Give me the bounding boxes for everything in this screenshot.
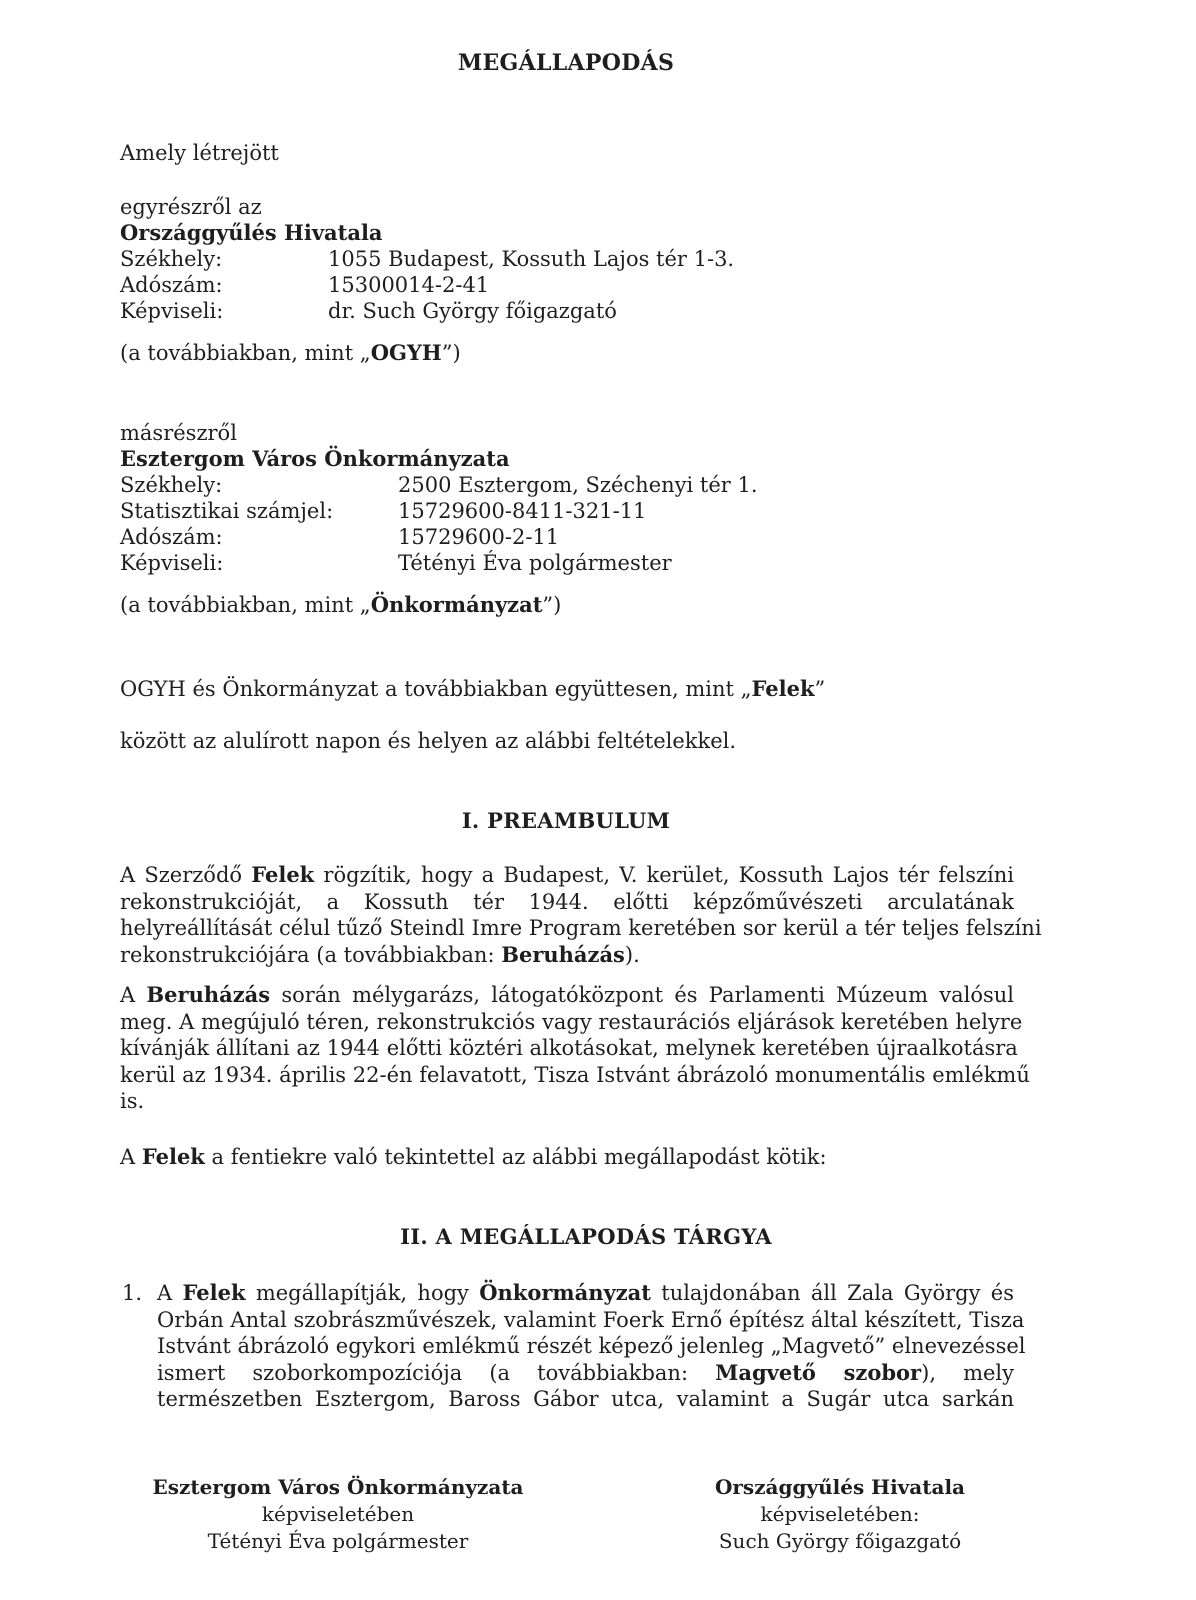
- field-value: 15729600-8411-321-11: [398, 499, 647, 523]
- text: A Szerződő: [120, 863, 252, 887]
- party1-prefix: egyrészről az: [120, 195, 262, 219]
- text: a fentiekre való tekintettel az alábbi megállapodást kötik:: [204, 1145, 827, 1169]
- para-line: [157, 1360, 1014, 1387]
- alias-pre: (a továbbiakban, mint „: [120, 593, 371, 617]
- alias-name: Önkormányzat: [370, 592, 543, 617]
- field-label: Képviseli:: [120, 551, 224, 575]
- bold-term: Felek: [141, 1144, 205, 1169]
- between-line: között az alulírott napon és helyen az alábbi feltételekkel.: [120, 729, 737, 753]
- intro-text: Amely létrejött: [120, 141, 279, 165]
- text: ).: [624, 942, 640, 967]
- para-line: Orbán Antal szobrászművészek, valamint Foerk Ernő építész által készített, Tisza: [157, 1307, 1025, 1332]
- alias-pre: (a továbbiakban, mint „: [120, 341, 371, 365]
- parties-pre: OGYH és Önkormányzat a továbbiakban együttesen, mint „: [120, 677, 752, 701]
- para-line: meg. A megújuló téren, rekonstrukciós vagy restaurációs eljárások keretében helyre: [120, 1009, 1023, 1034]
- parties-bold: Felek: [751, 676, 815, 701]
- text: A: [120, 1145, 142, 1169]
- para-line: Istvánt ábrázoló egykori emlékmű részét képező jelenleg „Magvető” elnevezéssel: [157, 1334, 1026, 1358]
- text: A: [157, 1281, 183, 1305]
- signature-org: Országgyűlés Hivatala: [714, 1475, 966, 1499]
- bold-term: Felek: [251, 862, 315, 887]
- alias-name: OGYH: [370, 340, 442, 365]
- party1-alias: [120, 340, 461, 366]
- bold-term: Önkormányzat: [479, 1280, 651, 1305]
- alias-post: ”): [542, 593, 562, 617]
- text: ismert szoborkompozíciója (a továbbiakban:: [157, 1360, 716, 1385]
- signature-role: képviseletében:: [760, 1502, 920, 1526]
- text: során mélygarázs, látogatóközpont és Parlamenti Múzeum valósul: [270, 983, 1014, 1007]
- bold-term: Beruházás: [501, 941, 625, 967]
- field-label: Székhely:: [120, 247, 223, 271]
- signature-person: Such György főigazgató: [718, 1529, 962, 1553]
- preamble-paragraph-2: [120, 982, 1030, 1115]
- para-line: is.: [120, 1089, 145, 1113]
- bold-term: Beruházás: [146, 982, 271, 1007]
- text: megállapítják, hogy: [245, 1281, 480, 1305]
- field-label: Adószám:: [120, 273, 223, 297]
- text: ), mely: [921, 1360, 1014, 1385]
- party2-alias: [120, 592, 561, 618]
- signature-person: Tétényi Éva polgármester: [207, 1529, 469, 1553]
- para-line: [120, 942, 1014, 969]
- section1-heading: I. PREAMBULUM: [461, 808, 671, 833]
- para-line: természetben Esztergom, Baross Gábor utca, valamint a Sugár utca sarkán: [157, 1387, 1014, 1411]
- field-label: Statisztikai számjel:: [120, 499, 334, 523]
- alias-post: ”): [441, 341, 461, 365]
- para-line: rekonstrukcióját, a Kossuth tér 1944. előtti képzőművészeti arculatának: [120, 889, 1014, 914]
- field-label: Képviseli:: [120, 299, 224, 323]
- parties-post: ”: [814, 677, 826, 701]
- preamble-paragraph-3: [120, 1144, 827, 1170]
- para-line: [120, 862, 1014, 889]
- para-line: [157, 1280, 1014, 1307]
- parties-line: [120, 676, 825, 702]
- item-number: 1.: [122, 1281, 143, 1305]
- para-line: kerül az 1934. április 22-én felavatott, Tisza Istvánt ábrázoló monumentális emlékmű: [120, 1062, 1030, 1087]
- signature-org: Esztergom Város Önkormányzata: [152, 1475, 524, 1499]
- signature-block-ogyh: [650, 1474, 1030, 1555]
- field-value: dr. Such György főigazgató: [328, 299, 617, 323]
- party2-prefix: másrészről: [120, 421, 237, 445]
- para-line: kívánják állítani az 1944 előtti köztéri alkotásokat, melynek keretében újraalkotásra: [120, 1036, 1018, 1060]
- text: rögzítik, hogy a Budapest, V. kerület, Kossuth Lajos tér felszíni: [314, 863, 1014, 887]
- text: rekonstrukciójára (a továbbiakban:: [120, 942, 502, 967]
- para-line: [120, 982, 1014, 1009]
- subject-item-1: [157, 1280, 1026, 1413]
- field-value: 1055 Budapest, Kossuth Lajos tér 1-3.: [328, 247, 735, 271]
- text: A: [120, 983, 147, 1007]
- document-title: MEGÁLLAPODÁS: [457, 50, 675, 76]
- field-label: Székhely:: [120, 473, 223, 497]
- field-value: 15300014-2-41: [328, 273, 490, 297]
- bold-term: Magvető szobor: [715, 1359, 922, 1385]
- preamble-paragraph-1: [120, 862, 1042, 968]
- field-label: Adószám:: [120, 525, 223, 549]
- field-value: 15729600-2-11: [398, 525, 560, 549]
- bold-term: Felek: [182, 1280, 246, 1305]
- field-value: 2500 Esztergom, Széchenyi tér 1.: [398, 473, 758, 497]
- signature-block-esztergom: [130, 1474, 546, 1555]
- section2-heading: II. A MEGÁLLAPODÁS TÁRGYA: [400, 1224, 772, 1249]
- party1-name: Országgyűlés Hivatala: [120, 220, 383, 245]
- text: tulajdonában áll Zala György és: [650, 1281, 1014, 1305]
- signature-role: képviseletében: [261, 1502, 415, 1526]
- para-line: helyreállítását célul tűző Steindl Imre Program keretében sor kerül a tér teljes felszíni: [120, 916, 1042, 940]
- party2-name: Esztergom Város Önkormányzata: [120, 446, 510, 471]
- field-value: Tétényi Éva polgármester: [398, 551, 672, 575]
